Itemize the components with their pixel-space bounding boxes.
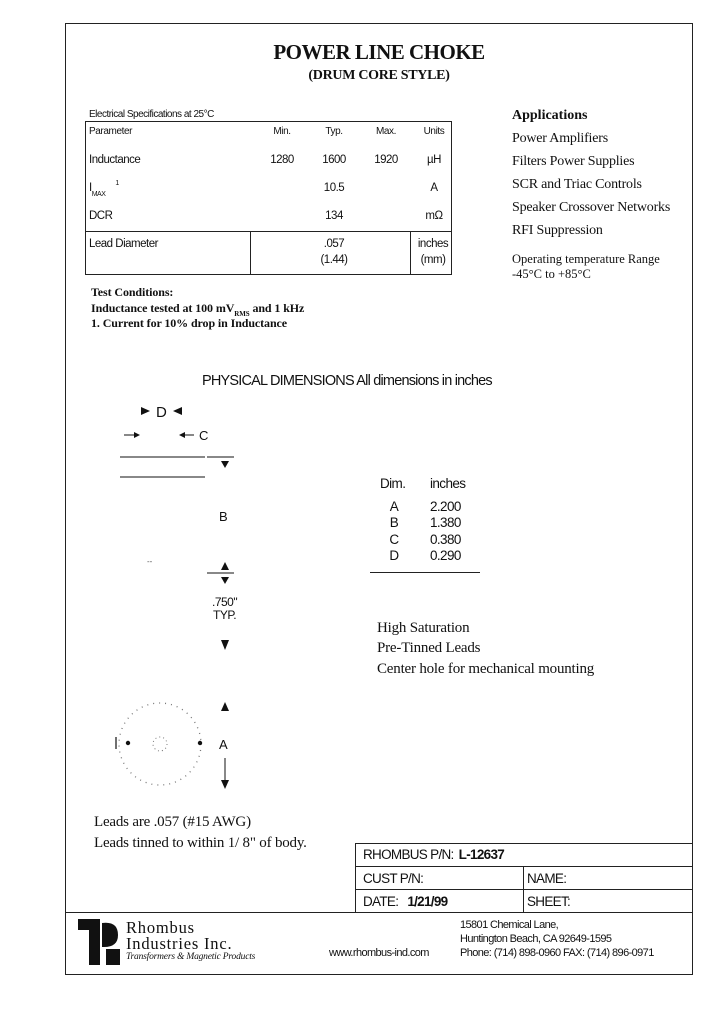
tb-rule [355, 889, 693, 890]
spec-dcr-label: DCR [89, 210, 113, 222]
date-value: 1/21/99 [407, 894, 448, 909]
pn-label: RHOMBUS P/N: [363, 847, 454, 862]
spec-imax-sub: MAX [91, 191, 106, 198]
spec-header: Typ. [325, 126, 343, 137]
applications-heading: Applications [512, 108, 588, 123]
temp-range-value: -45°C to +85°C [512, 267, 591, 281]
pn-value: L-12637 [458, 847, 505, 862]
company-name-line2: Industries Inc. [126, 934, 233, 953]
dim-row-value: 1.380 [430, 515, 461, 530]
cust-pn-label: CUST P/N: [363, 871, 424, 886]
sheet-label: SHEET: [527, 894, 571, 909]
dim-col-header: inches [430, 476, 466, 491]
spec-header: Units [423, 126, 445, 137]
test-conditions-line1 [91, 301, 304, 316]
spec-divider [85, 231, 452, 232]
spec-left-rule [85, 121, 86, 275]
feature-item: Center hole for mechanical mounting [377, 661, 595, 677]
spec-top-rule [85, 121, 452, 122]
spec-bottom-rule [85, 274, 452, 275]
spec-dcr-unit: mΩ [425, 210, 443, 222]
company-phone-fax: Phone: (714) 898-0960 FAX: (714) 896-0971 [460, 947, 654, 959]
feature-item: Pre-Tinned Leads [377, 640, 481, 656]
application-item: RFI Suppression [512, 223, 603, 238]
test-conditions-heading: Test Conditions: [91, 285, 174, 299]
dim-row-key: D [389, 548, 399, 563]
spec-lead-typ: .057 [323, 238, 345, 250]
spec-imax-typ: 10.5 [323, 182, 345, 194]
lead-length-label: .750" [212, 595, 238, 609]
dim-label-d: D [156, 404, 167, 421]
spec-inductance-min: 1280 [270, 154, 294, 166]
application-item: Speaker Crossover Networks [512, 200, 671, 215]
application-item: SCR and Triac Controls [512, 177, 642, 192]
tb-rule [523, 866, 524, 913]
spec-lead-label: Lead Diameter [89, 238, 158, 250]
spec-inductance-max: 1920 [374, 154, 398, 166]
leads-note-line: Leads tinned to within 1/ 8" of body. [94, 835, 307, 851]
spec-imax-label [89, 180, 119, 198]
svg-text:--: -- [147, 557, 153, 566]
spec-caption: Electrical Specifications at 25°C [89, 109, 214, 120]
spec-inductance-unit: µH [427, 154, 441, 166]
company-address-line2: Huntington Beach, CA 92649-1595 [460, 933, 612, 945]
spec-lead-unit-mm: (mm) [420, 254, 446, 266]
application-item: Power Amplifiers [512, 131, 608, 146]
spec-header: Max. [375, 126, 397, 137]
application-item: Filters Power Supplies [512, 154, 635, 169]
feature-item: High Saturation [377, 620, 470, 636]
dim-label-a: A [219, 737, 228, 752]
spec-header: Parameter [89, 126, 133, 137]
dim-row-value: 0.380 [430, 532, 461, 547]
company-website: www.rhombus-ind.com [329, 947, 429, 959]
spec-lead-typ-mm: (1.44) [320, 254, 348, 266]
company-tagline: Transformers & Magnetic Products [126, 952, 256, 962]
spec-imax-sup: 1 [115, 180, 119, 187]
leads-note-line: Leads are .057 (#15 AWG) [94, 814, 251, 830]
dim-label-c: C [199, 428, 209, 443]
dim-row-value: 2.200 [430, 499, 461, 514]
test-conditions-line2: 1. Current for 10% drop in Inductance [91, 316, 287, 330]
dim-row-key: C [389, 532, 399, 547]
spec-imax-unit: A [430, 182, 438, 194]
dim-table-rule [370, 572, 480, 573]
test-line1-post: and 1 kHz [249, 301, 305, 315]
name-label: NAME: [527, 871, 567, 886]
spec-inductance-label: Inductance [89, 154, 141, 166]
spec-dcr-typ: 134 [325, 210, 343, 222]
temp-range-label: Operating temperature Range [512, 252, 660, 266]
page-subtitle: (DRUM CORE STYLE) [308, 68, 450, 83]
page-title: POWER LINE CHOKE [273, 40, 485, 64]
tb-rule [65, 912, 693, 913]
test-line1-sub: RMS [234, 310, 250, 318]
company-address-line1: 15801 Chemical Lane, [460, 919, 559, 931]
spec-col-rule [250, 231, 251, 274]
dim-row-key: A [389, 499, 399, 514]
spec-lead-unit: inches [417, 238, 449, 250]
pn-row [363, 847, 504, 862]
company-name-line1: Rhombus [126, 918, 195, 937]
spec-inductance-typ: 1600 [322, 154, 346, 166]
spec-header: Min. [273, 126, 291, 137]
test-line1-text: Inductance tested at 100 mV [91, 301, 235, 315]
spec-imax-main: I [89, 182, 92, 194]
lead-length-typ: TYP. [213, 608, 237, 622]
date-label: DATE: [363, 894, 399, 909]
tb-rule [355, 843, 356, 913]
dim-row-value: 0.290 [430, 548, 461, 563]
tb-rule [355, 866, 693, 867]
dim-label-b: B [219, 509, 228, 524]
date-row [363, 894, 447, 909]
rhombus-logo-icon [78, 919, 124, 965]
spec-right-rule [451, 121, 452, 275]
tb-rule [355, 843, 693, 844]
physical-dimensions-heading: PHYSICAL DIMENSIONS All dimensions in inches [202, 373, 492, 389]
dim-col-header: Dim. [380, 476, 406, 491]
dim-row-key: B [389, 515, 399, 530]
